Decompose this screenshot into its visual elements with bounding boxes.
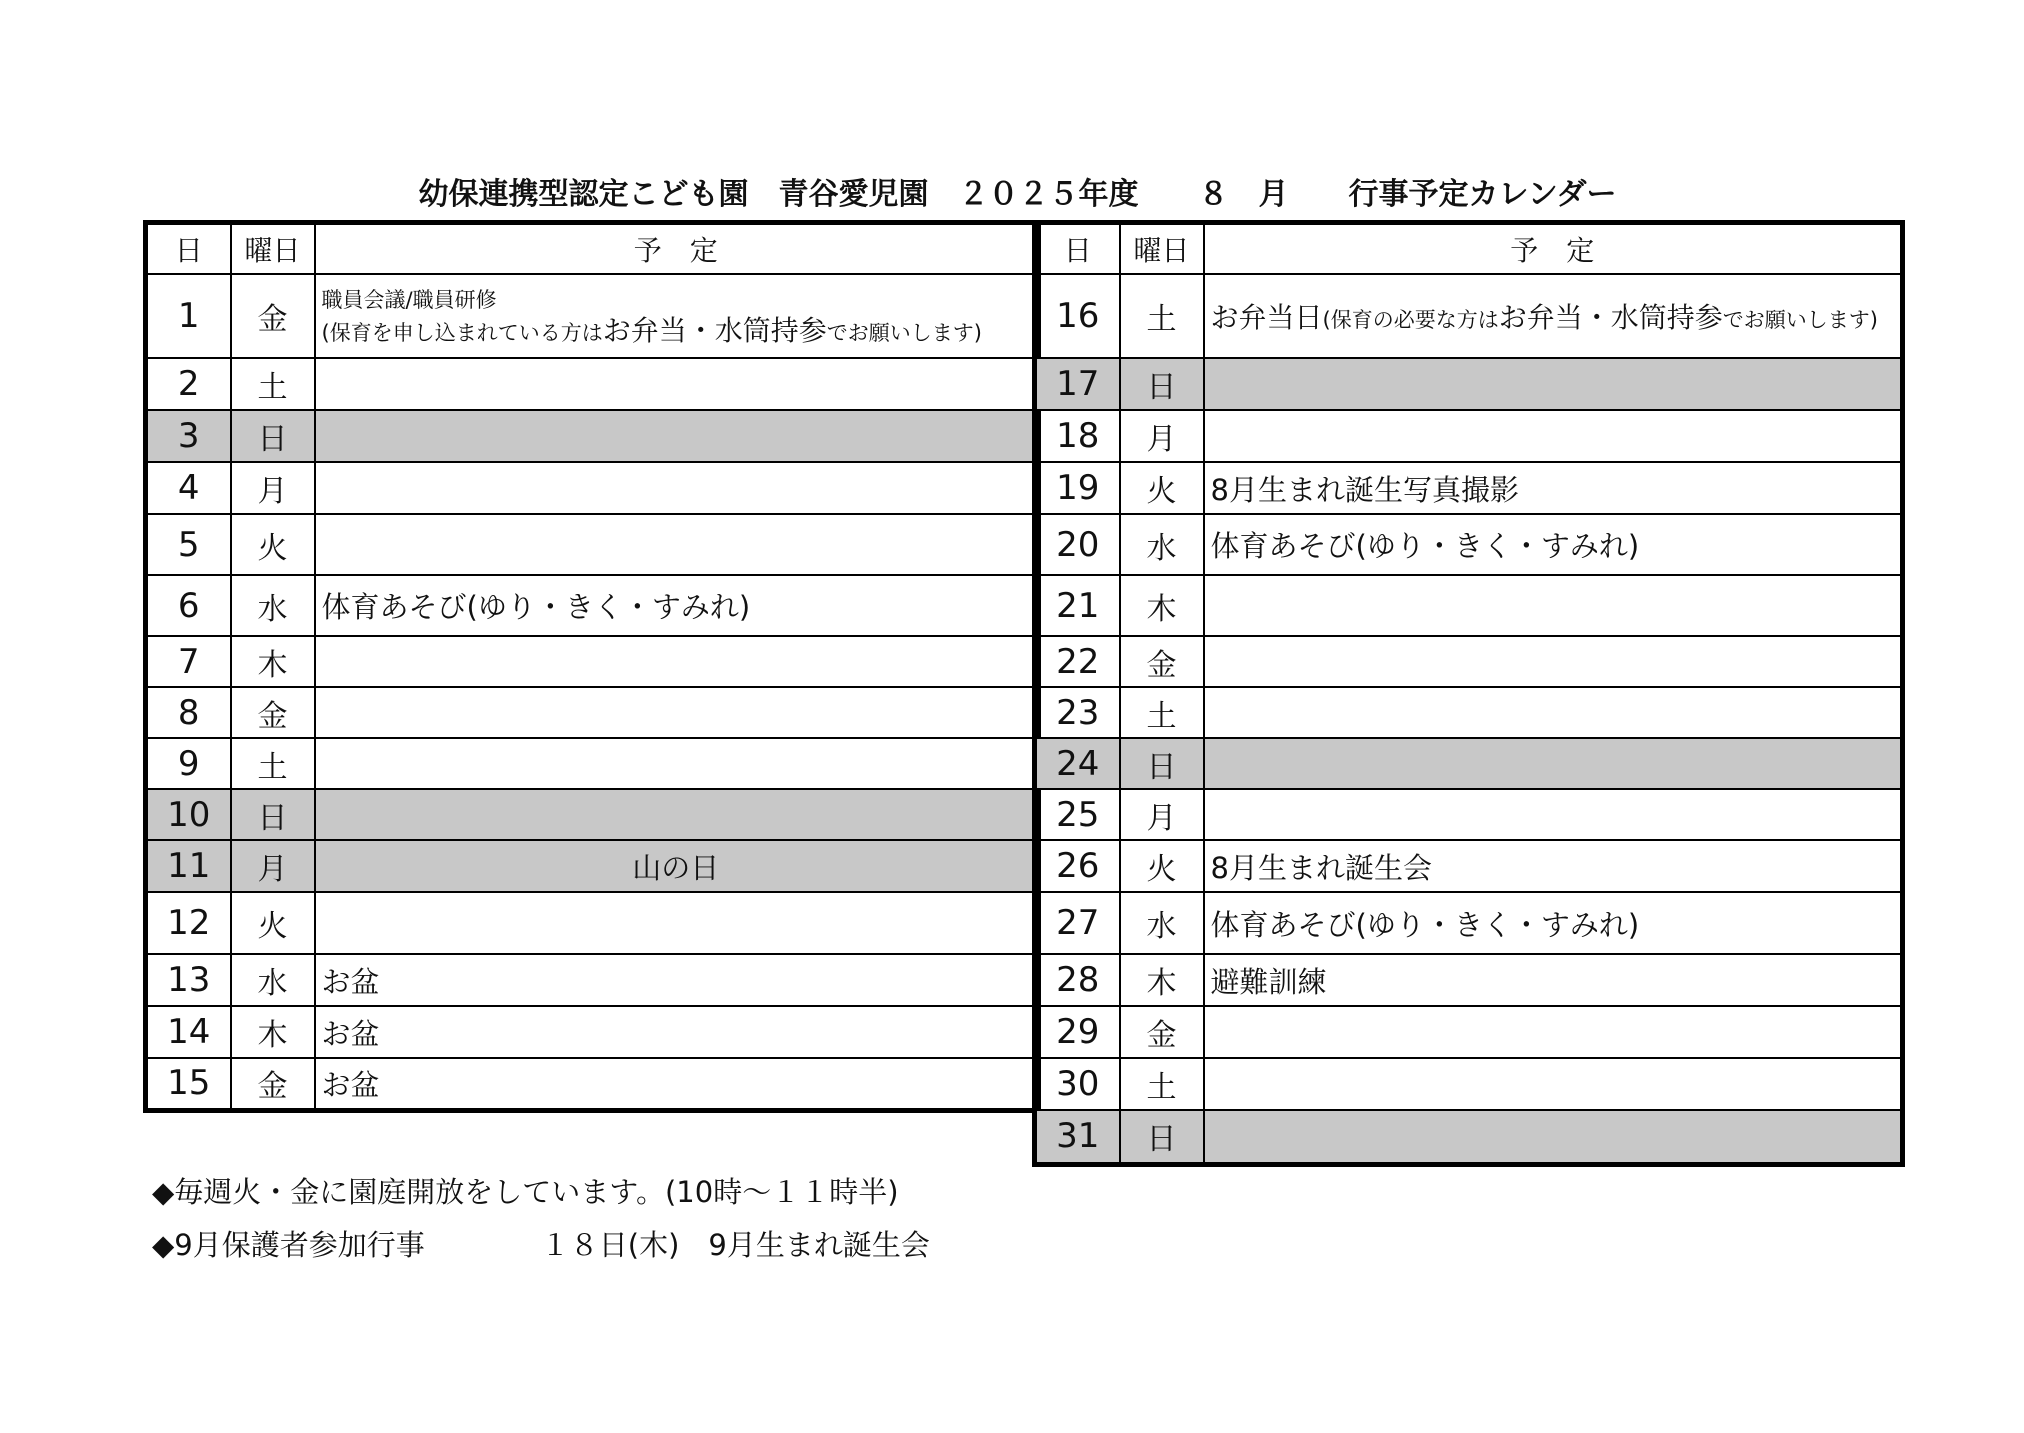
table-row: 15 金 お盆 <box>146 1058 1039 1110</box>
table-row: 6 水 体育あそび(ゆり・きく・すみれ) <box>146 575 1039 636</box>
table-row: 30 土 <box>1035 1058 1903 1110</box>
header-dow: 曜日 <box>231 223 315 275</box>
table-row: 5 火 <box>146 514 1039 575</box>
table-row: 23 土 <box>1035 687 1903 738</box>
table-row: 7 木 <box>146 636 1039 687</box>
page-title: 幼保連携型認定こども園 青谷愛児園 ２０２５年度 ８ 月 行事予定カレンダー <box>418 177 1617 212</box>
table-row-holiday: 17 日 <box>1035 358 1903 410</box>
event-text: お盆 <box>315 1006 1039 1058</box>
table-row: 29 金 <box>1035 1006 1903 1058</box>
event-line: (保育を申し込まれている方はお弁当・水筒持参でお願いします) <box>321 313 982 347</box>
table-row: 9 土 <box>146 738 1039 789</box>
header-row <box>1035 223 1903 275</box>
calendar-table-right <box>1032 220 1905 1167</box>
event-text: 体育あそび(ゆり・きく・すみれ) <box>315 575 1039 636</box>
table-row: 4 月 <box>146 462 1039 514</box>
table-row-holiday: 31 日 <box>1035 1110 1903 1164</box>
table-row: 28 木 避難訓練 <box>1035 954 1903 1006</box>
day-of-week: 金 <box>231 274 315 358</box>
table-row: 25 月 <box>1035 789 1903 840</box>
event-text: お盆 <box>315 954 1039 1006</box>
table-row: 19 火 8月生まれ誕生写真撮影 <box>1035 462 1903 514</box>
table-row: 18 月 <box>1035 410 1903 462</box>
header-plan: 予 定 <box>1204 223 1903 275</box>
table-row: 16 土 お弁当日(保育の必要な方はお弁当・水筒持参でお願いします) <box>1035 274 1903 358</box>
table-row: 27 水 体育あそび(ゆり・きく・すみれ) <box>1035 892 1903 954</box>
header-row <box>146 223 1039 275</box>
event-text: 避難訓練 <box>1204 954 1903 1006</box>
event-text: お盆 <box>315 1058 1039 1110</box>
header-dow: 曜日 <box>1120 223 1204 275</box>
event-line: 職員会議/職員研修 <box>321 287 497 312</box>
table-row: 2 土 <box>146 358 1039 410</box>
table-row: 8 金 <box>146 687 1039 738</box>
note-open-garden: ◆毎週火・金に園庭開放をしています。(10時～１１時半) <box>152 1175 899 1209</box>
table-row-holiday: 10 日 <box>146 789 1039 840</box>
header-plan: 予 定 <box>315 223 1039 275</box>
table-row-holiday: 24 日 <box>1035 738 1903 789</box>
header-day: 日 <box>146 223 231 275</box>
event-cell <box>315 274 1039 358</box>
table-row-holiday: 11 月 山の日 <box>146 840 1039 892</box>
table-row: 26 火 8月生まれ誕生会 <box>1035 840 1903 892</box>
event-text: 山の日 <box>315 840 1039 892</box>
event-text: 体育あそび(ゆり・きく・すみれ) <box>1204 892 1903 954</box>
calendar-table-left <box>143 220 1041 1113</box>
table-row: 12 火 <box>146 892 1039 954</box>
table-row: 13 水 お盆 <box>146 954 1039 1006</box>
event-text: 8月生まれ誕生会 <box>1204 840 1903 892</box>
event-text: 体育あそび(ゆり・きく・すみれ) <box>1204 514 1903 575</box>
table-row: 20 水 体育あそび(ゆり・きく・すみれ) <box>1035 514 1903 575</box>
header-day: 日 <box>1035 223 1120 275</box>
table-row: 22 金 <box>1035 636 1903 687</box>
event-text: 8月生まれ誕生写真撮影 <box>1204 462 1903 514</box>
note-parent-event: ◆9月保護者参加行事 １８日(木) 9月生まれ誕生会 <box>152 1228 930 1262</box>
table-row <box>146 274 1039 358</box>
table-row: 14 木 お盆 <box>146 1006 1039 1058</box>
table-row: 21 木 <box>1035 575 1903 636</box>
table-row-holiday: 3 日 <box>146 410 1039 462</box>
day-number: 1 <box>146 274 231 358</box>
event-cell: お弁当日(保育の必要な方はお弁当・水筒持参でお願いします) <box>1204 274 1903 358</box>
